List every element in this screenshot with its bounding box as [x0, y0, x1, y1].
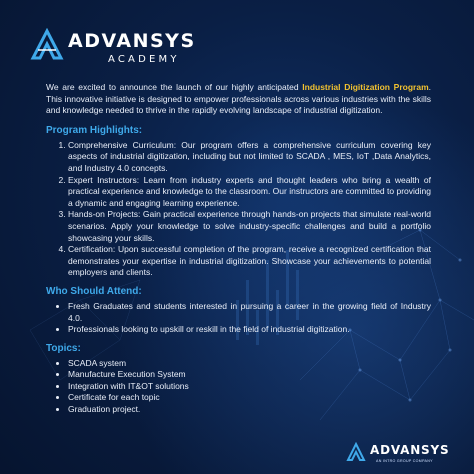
- list-item: • Integration with IT&OT solutions: [68, 381, 431, 393]
- intro-text-before: We are excited to announce the launch of our highly anticipated: [46, 82, 303, 92]
- highlights-heading: Program Highlights:: [46, 124, 143, 136]
- program-name: Industrial Digitization Program: [302, 82, 429, 92]
- list-item: 1. Comprehensive Curriculum: Our program offers a comprehensive curriculum covering key aspects of industrial digitization, including but not limited to SCADA , MES, IoT ,Data Analytics, and Industry 4.0 concepts.: [68, 140, 431, 175]
- highlights-list: [46, 140, 431, 279]
- attend-list: [46, 301, 431, 336]
- intro-paragraph: [46, 82, 431, 117]
- list-item: • Certificate for each topic: [68, 392, 431, 404]
- advansys-logo-icon: [30, 28, 64, 62]
- list-item: 2. Expert Instructors: Learn from industry experts and thought leaders who bring a wealth of practical experience and knowledge to the classroom. Our instructors are committed to providing a dynamic and engaging learning experience.: [68, 175, 431, 210]
- topics-heading: Topics:: [46, 342, 81, 354]
- list-item: • Fresh Graduates and students interested in pursuing a career in the growing field of Industry 4.0.: [68, 301, 431, 324]
- list-item: 3. Hands-on Projects: Gain practical experience through hands-on projects that simulate real-world scenarios. Apply your knowledge to solve industry-specific challenges and build a portfolio showcasing your skills.: [68, 209, 431, 244]
- list-item: • Professionals looking to upskill or reskill in the field of industrial digitization.: [68, 324, 431, 336]
- advansys-logo-icon: [346, 442, 366, 462]
- footer-brand-name: ADVANSYS: [370, 443, 450, 457]
- intro-text-after: . This innovative initiative is designed to empower professionals across various industries with the skills and knowledge needed to thrive in the rapidly evolving landscape of industrial digitization.: [46, 82, 432, 116]
- announcement-body: [46, 82, 431, 416]
- brand-logo: [30, 26, 230, 66]
- footer-logo: [346, 442, 466, 468]
- topics-list: [46, 358, 431, 416]
- list-item: 4. Certification: Upon successful completion of the program, receive a recognized certification that demonstrates your expertise in industrial digitization. Showcase your achievements to potential employers and clients.: [68, 244, 431, 279]
- list-item: • SCADA system: [68, 358, 431, 370]
- attend-heading: Who Should Attend:: [46, 285, 142, 297]
- footer-tagline: AN INTRO GROUP COMPANY: [376, 459, 433, 463]
- list-item: • Manufacture Execution System: [68, 369, 431, 381]
- list-item: • Graduation project.: [68, 404, 431, 416]
- brand-subtitle: ACADEMY: [108, 54, 180, 65]
- brand-name: ADVANSYS: [68, 30, 196, 52]
